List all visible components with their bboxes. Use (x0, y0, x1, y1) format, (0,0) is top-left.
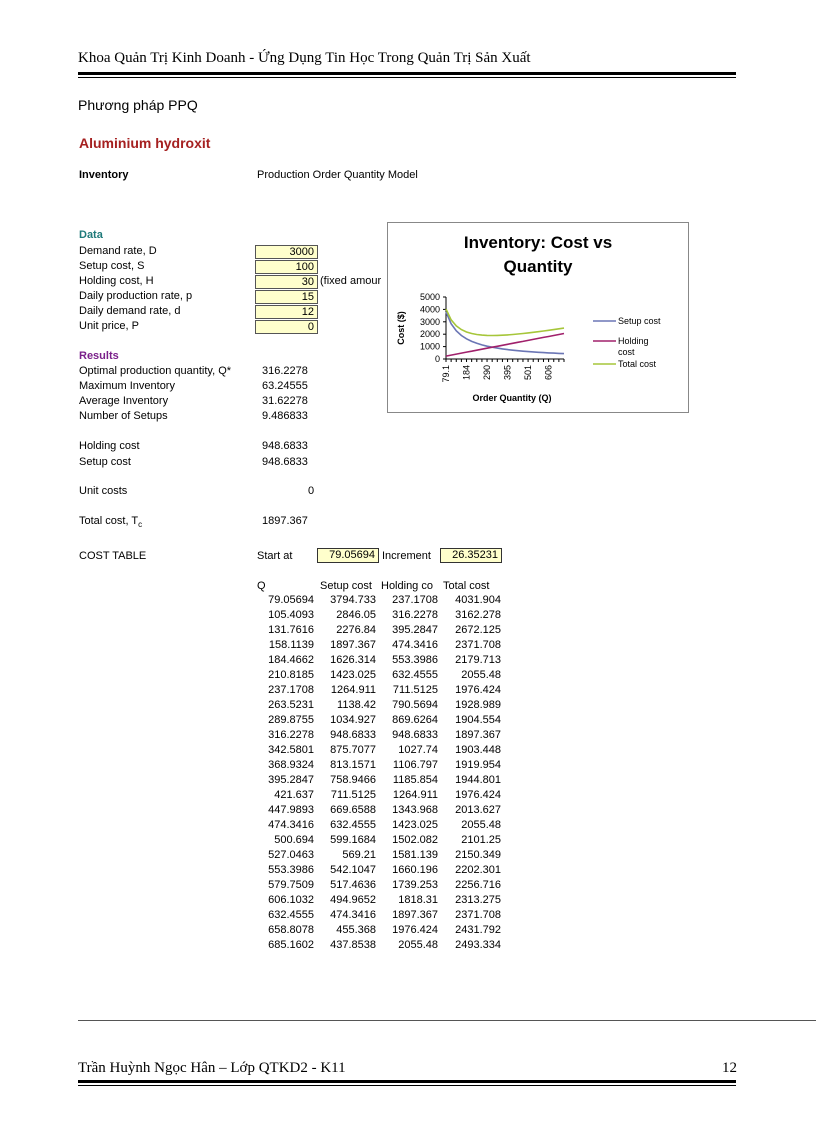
cell-q: 210.8185 (268, 669, 314, 681)
result-label-optimal-q: Optimal production quantity, Q* (79, 365, 232, 377)
input-setup-cost[interactable]: 100 (255, 260, 318, 274)
cell-setup-cost: 711.5125 (330, 789, 376, 801)
table-row (254, 849, 504, 864)
cell-q: 447.9893 (268, 804, 314, 816)
cost-chart-svg (388, 223, 688, 412)
cell-q: 316.2278 (268, 729, 314, 741)
total-cost-label (79, 515, 142, 529)
model-name: Production Order Quantity Model (257, 169, 418, 181)
legend-label: Holding (618, 336, 649, 346)
y-tick-label: 3000 (419, 316, 440, 327)
sheet-title: Aluminium hydroxit (79, 135, 211, 151)
col-header-setup: Setup cost (320, 580, 372, 592)
start-at-input[interactable]: 79.05694 (317, 548, 379, 563)
cell-q: 685.1602 (268, 939, 314, 951)
table-row (254, 834, 504, 849)
chart-title-line: Inventory: Cost vs (463, 233, 613, 252)
unit-costs-value: 0 (308, 485, 315, 497)
cell-setup-cost: 455.368 (336, 924, 376, 936)
cell-holding-cost: 948.6833 (392, 729, 438, 741)
data-label-holding: Holding cost, H (79, 275, 154, 287)
table-row (254, 864, 504, 879)
table-row (254, 654, 504, 669)
table-row (254, 909, 504, 924)
cell-setup-cost: 1264.911 (330, 684, 376, 696)
legend-label-line2: cost (618, 347, 635, 357)
cell-total-cost: 1904.554 (455, 714, 501, 726)
input-demand-rate[interactable]: 3000 (255, 245, 318, 259)
cell-q: 131.7616 (268, 624, 314, 636)
cell-q: 500.694 (274, 834, 314, 846)
header-rule-thick (78, 72, 736, 75)
cell-setup-cost: 1626.314 (330, 654, 376, 666)
result-value-max-inventory: 63.24555 (262, 380, 308, 392)
cell-holding-cost: 1897.367 (392, 909, 438, 921)
result-label-setups: Number of Setups (79, 410, 168, 422)
cell-setup-cost: 758.9466 (330, 774, 376, 786)
data-heading: Data (79, 229, 103, 241)
cell-q: 553.3986 (268, 864, 314, 876)
footer-rule-thin (78, 1085, 736, 1086)
total-cost-value: 1897.367 (262, 515, 308, 527)
table-row (254, 939, 504, 954)
cell-total-cost: 1897.367 (455, 729, 501, 741)
table-row (254, 624, 504, 639)
increment-label: Increment (382, 550, 431, 562)
legend-label: Total cost (618, 359, 657, 369)
cost-table-label: COST TABLE (79, 550, 147, 562)
data-label-setup: Setup cost, S (79, 260, 145, 272)
cell-q: 421.637 (274, 789, 314, 801)
cell-holding-cost: 1106.797 (392, 759, 438, 771)
y-tick-label: 2000 (419, 329, 440, 340)
table-row (254, 684, 504, 699)
x-tick-label: 79.1 (441, 365, 452, 383)
table-row (254, 744, 504, 759)
x-tick-label: 184 (461, 365, 472, 381)
table-row (254, 609, 504, 624)
data-label-daily-demand: Daily demand rate, d (79, 305, 181, 317)
cell-holding-cost: 1660.196 (392, 864, 438, 876)
cell-total-cost: 2371.708 (455, 909, 501, 921)
cell-q: 342.5801 (268, 744, 314, 756)
cell-holding-cost: 1185.854 (392, 774, 438, 786)
data-label-demand: Demand rate, D (79, 245, 157, 257)
y-axis-label: Cost ($) (396, 311, 406, 345)
cell-setup-cost: 3794.733 (330, 594, 376, 606)
cell-holding-cost: 1423.025 (392, 819, 438, 831)
y-tick-label: 1000 (419, 341, 440, 352)
footer-author: Trần Huỳnh Ngọc Hân – Lớp QTKD2 - K11 (78, 1060, 346, 1076)
cell-setup-cost: 632.4555 (330, 819, 376, 831)
cell-total-cost: 2055.48 (461, 669, 501, 681)
cell-holding-cost: 2055.48 (398, 939, 438, 951)
col-header-total: Total cost (443, 580, 490, 592)
data-label-production: Daily production rate, p (79, 290, 193, 302)
cell-q: 527.0463 (268, 849, 314, 861)
table-row (254, 669, 504, 684)
cell-holding-cost: 1739.253 (392, 879, 438, 891)
cell-total-cost: 2672.125 (455, 624, 501, 636)
table-row (254, 729, 504, 744)
cell-q: 184.4662 (268, 654, 314, 666)
cell-holding-cost: 553.3986 (392, 654, 438, 666)
table-row (254, 819, 504, 834)
increment-input[interactable]: 26.35231 (440, 548, 502, 563)
table-row (254, 639, 504, 654)
cell-setup-cost: 1897.367 (330, 639, 376, 651)
table-row (254, 894, 504, 909)
col-header-q: Q (257, 580, 266, 592)
holding-note: (fixed amour (320, 275, 382, 287)
series-line-setup-cost (446, 312, 564, 354)
cell-q: 289.8755 (268, 714, 314, 726)
cell-q: 632.4555 (268, 909, 314, 921)
cell-total-cost: 1919.954 (455, 759, 501, 771)
data-label-unit-price: Unit price, P (79, 320, 139, 332)
cell-total-cost: 2055.48 (461, 819, 501, 831)
table-row (254, 759, 504, 774)
start-at-label: Start at (257, 550, 293, 562)
cell-holding-cost: 790.5694 (392, 699, 438, 711)
cost-label-holding: Holding cost (79, 440, 140, 452)
input-holding-cost[interactable]: 30 (255, 275, 318, 289)
cell-setup-cost: 474.3416 (330, 909, 376, 921)
cell-q: 79.05694 (268, 594, 314, 606)
table-row (254, 924, 504, 939)
unit-costs-label: Unit costs (79, 485, 128, 497)
cell-setup-cost: 494.9652 (330, 894, 376, 906)
cost-value-holding: 948.6833 (262, 440, 308, 452)
table-row (254, 879, 504, 894)
cell-q: 658.8078 (268, 924, 314, 936)
cell-holding-cost: 1343.968 (392, 804, 438, 816)
document-header-title: Khoa Quản Trị Kinh Doanh - Ứng Dụng Tin Học Trong Quản Trị Sản Xuất (78, 50, 531, 66)
cell-q: 395.2847 (268, 774, 314, 786)
cell-holding-cost: 632.4555 (392, 669, 438, 681)
cell-q: 263.5231 (268, 699, 314, 711)
cell-setup-cost: 2276.84 (336, 624, 376, 636)
x-tick-label: 395 (502, 365, 513, 381)
legend-label: Setup cost (618, 316, 661, 326)
result-value-avg-inventory: 31.62278 (262, 395, 308, 407)
footer-rule-thick (78, 1080, 736, 1083)
cell-total-cost: 1976.424 (455, 789, 501, 801)
table-row (254, 804, 504, 819)
result-label-max-inventory: Maximum Inventory (79, 380, 175, 392)
section-title: Phương pháp PPQ (78, 97, 198, 113)
cell-setup-cost: 669.6588 (330, 804, 376, 816)
cell-total-cost: 1944.801 (455, 774, 501, 786)
cell-setup-cost: 542.1047 (330, 864, 376, 876)
x-axis-label: Order Quantity (Q) (472, 393, 552, 403)
cell-holding-cost: 1502.082 (392, 834, 438, 846)
cost-chart (387, 222, 689, 413)
result-label-avg-inventory: Average Inventory (79, 395, 169, 407)
cell-total-cost: 2313.275 (455, 894, 501, 906)
cell-setup-cost: 875.7077 (330, 744, 376, 756)
cell-total-cost: 3162.278 (455, 609, 501, 621)
cell-setup-cost: 813.1571 (330, 759, 376, 771)
header-rule-thin (78, 77, 736, 78)
cell-total-cost: 1976.424 (455, 684, 501, 696)
y-tick-label: 0 (434, 354, 440, 364)
cell-total-cost: 2013.627 (455, 804, 501, 816)
table-row (254, 699, 504, 714)
result-value-setups: 9.486833 (262, 410, 308, 422)
cell-setup-cost: 517.4636 (330, 879, 376, 891)
x-tick-label: 290 (482, 365, 493, 381)
cell-holding-cost: 237.1708 (392, 594, 438, 606)
table-row (254, 714, 504, 729)
input-daily-demand[interactable]: 12 (255, 305, 318, 319)
x-tick-label: 501 (523, 365, 534, 381)
cell-setup-cost: 599.1684 (330, 834, 376, 846)
cell-q: 158.1139 (268, 639, 314, 651)
cell-setup-cost: 1423.025 (330, 669, 376, 681)
cell-holding-cost: 1027.74 (398, 744, 438, 756)
input-unit-price[interactable]: 0 (255, 320, 318, 334)
cost-value-setup: 948.6833 (262, 456, 308, 468)
cell-q: 606.1032 (268, 894, 314, 906)
cell-total-cost: 2431.792 (455, 924, 501, 936)
results-heading: Results (79, 350, 119, 362)
table-row (254, 594, 504, 609)
cell-holding-cost: 474.3416 (392, 639, 438, 651)
inventory-label: Inventory (79, 169, 129, 181)
cell-holding-cost: 1818.31 (398, 894, 438, 906)
cell-total-cost: 4031.904 (455, 594, 501, 606)
cell-holding-cost: 395.2847 (392, 624, 438, 636)
cell-holding-cost: 711.5125 (392, 684, 438, 696)
cell-total-cost: 2256.716 (455, 879, 501, 891)
footer-separator (78, 1020, 816, 1021)
cell-total-cost: 1903.448 (455, 744, 501, 756)
x-tick-label: 606 (543, 365, 554, 381)
cell-total-cost: 2371.708 (455, 639, 501, 651)
cell-holding-cost: 1581.139 (392, 849, 438, 861)
cell-total-cost: 2179.713 (455, 654, 501, 666)
cell-setup-cost: 2846.05 (336, 609, 376, 621)
table-row (254, 789, 504, 804)
col-header-holding: Holding co (381, 580, 433, 592)
cell-q: 579.7509 (268, 879, 314, 891)
y-tick-label: 5000 (419, 292, 440, 302)
cell-setup-cost: 1138.42 (337, 699, 376, 711)
cell-total-cost: 2150.349 (455, 849, 501, 861)
cell-total-cost: 2101.25 (461, 834, 501, 846)
total-cost-label-sub: c (138, 520, 143, 530)
total-cost-label-text: Total cost, T (79, 515, 139, 527)
footer-page-number: 12 (722, 1060, 737, 1076)
cell-q: 368.9324 (268, 759, 314, 771)
cell-holding-cost: 869.6264 (392, 714, 438, 726)
y-tick-label: 4000 (419, 304, 440, 315)
cell-holding-cost: 1264.911 (392, 789, 438, 801)
cell-total-cost: 2202.301 (455, 864, 501, 876)
cell-holding-cost: 1976.424 (392, 924, 438, 936)
cell-q: 105.4093 (268, 609, 314, 621)
cost-label-setup: Setup cost (79, 456, 131, 468)
cost-table-body (254, 594, 504, 954)
cell-total-cost: 1928.989 (455, 699, 501, 711)
cell-q: 237.1708 (268, 684, 314, 696)
input-production-rate[interactable]: 15 (255, 290, 318, 304)
series-line-total-cost (446, 309, 564, 336)
cell-q: 474.3416 (268, 819, 314, 831)
cell-total-cost: 2493.334 (455, 939, 501, 951)
cell-setup-cost: 569.21 (342, 849, 376, 861)
cell-setup-cost: 948.6833 (330, 729, 376, 741)
table-row (254, 774, 504, 789)
cell-holding-cost: 316.2278 (392, 609, 438, 621)
cell-setup-cost: 437.8538 (330, 939, 376, 951)
result-value-optimal-q: 316.2278 (262, 365, 308, 377)
cell-setup-cost: 1034.927 (330, 714, 376, 726)
chart-title-line: Quantity (503, 257, 573, 276)
